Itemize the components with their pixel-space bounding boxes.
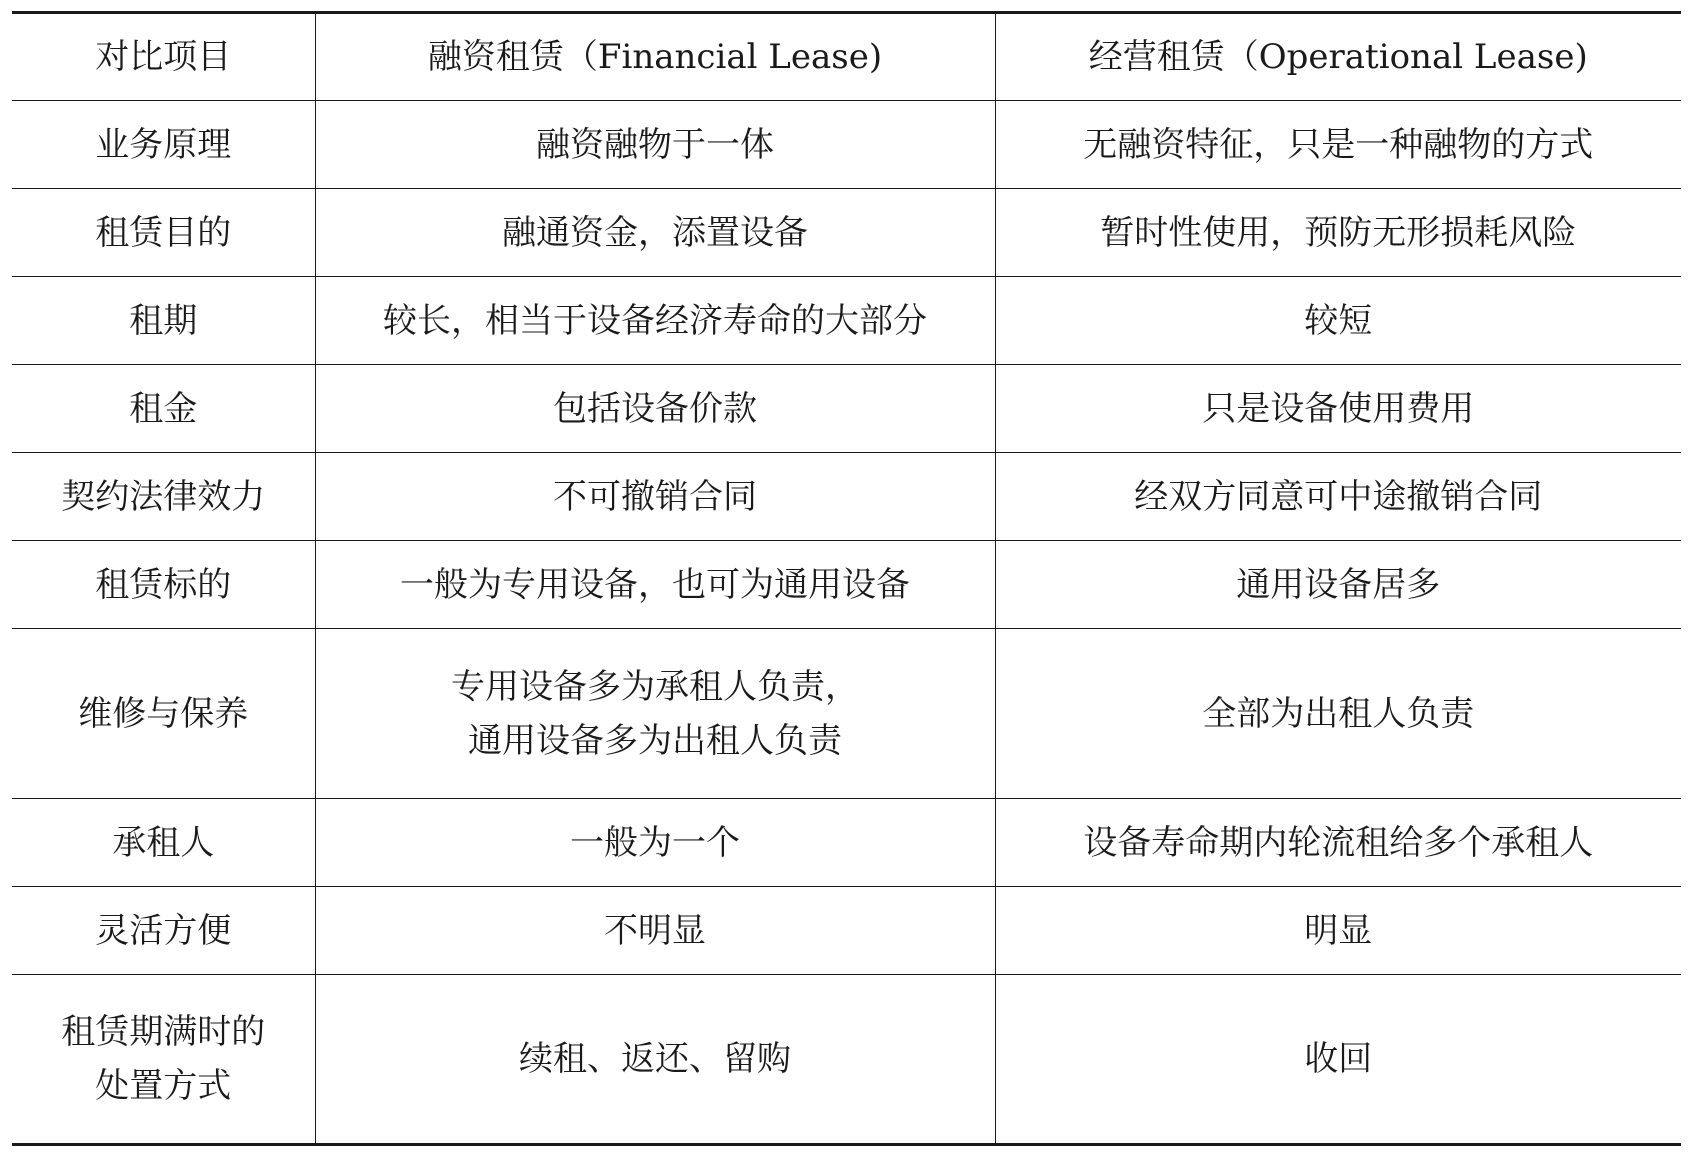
row-financial bbox=[315, 629, 995, 799]
table-row bbox=[12, 799, 1681, 887]
comparison-table-container bbox=[12, 11, 1681, 1146]
row-financial: 包括设备价款 bbox=[315, 365, 995, 453]
row-financial-text: 专用设备多为承租人负责， 通用设备多为出租人负责 bbox=[451, 666, 859, 761]
row-operational: 经双方同意可中途撤销合同 bbox=[995, 453, 1681, 541]
row-financial: 一般为一个 bbox=[315, 799, 995, 887]
row-item: 业务原理 bbox=[12, 101, 315, 189]
row-item: 租期 bbox=[12, 277, 315, 365]
row-financial: 一般为专用设备，也可为通用设备 bbox=[315, 541, 995, 629]
table-row bbox=[12, 975, 1681, 1145]
table-row bbox=[12, 629, 1681, 799]
table-row bbox=[12, 453, 1681, 541]
row-operational: 明显 bbox=[995, 887, 1681, 975]
row-operational: 收回 bbox=[995, 975, 1681, 1145]
table-header-row bbox=[12, 13, 1681, 101]
row-operational: 全部为出租人负责 bbox=[995, 629, 1681, 799]
row-item: 维修与保养 bbox=[12, 629, 315, 799]
row-item: 租金 bbox=[12, 365, 315, 453]
row-operational: 暂时性使用，预防无形损耗风险 bbox=[995, 189, 1681, 277]
row-operational: 较短 bbox=[995, 277, 1681, 365]
row-financial: 不明显 bbox=[315, 887, 995, 975]
lease-comparison-table bbox=[12, 11, 1681, 1146]
row-financial: 续租、返还、留购 bbox=[315, 975, 995, 1145]
table-row bbox=[12, 887, 1681, 975]
row-operational: 无融资特征，只是一种融物的方式 bbox=[995, 101, 1681, 189]
row-financial: 较长，相当于设备经济寿命的大部分 bbox=[315, 277, 995, 365]
header-operational-lease: 经营租赁（Operational Lease) bbox=[995, 13, 1681, 101]
row-item-text: 租赁期满时的 处置方式 bbox=[61, 1012, 266, 1106]
row-item bbox=[12, 975, 315, 1145]
row-operational: 只是设备使用费用 bbox=[995, 365, 1681, 453]
table-row bbox=[12, 189, 1681, 277]
header-item: 对比项目 bbox=[12, 13, 315, 101]
row-operational: 通用设备居多 bbox=[995, 541, 1681, 629]
row-financial: 融通资金，添置设备 bbox=[315, 189, 995, 277]
row-item: 灵活方便 bbox=[12, 887, 315, 975]
row-financial: 不可撤销合同 bbox=[315, 453, 995, 541]
table-row bbox=[12, 277, 1681, 365]
row-item: 租赁目的 bbox=[12, 189, 315, 277]
table-row bbox=[12, 541, 1681, 629]
row-item: 租赁标的 bbox=[12, 541, 315, 629]
row-item: 承租人 bbox=[12, 799, 315, 887]
header-financial-lease: 融资租赁（Financial Lease) bbox=[315, 13, 995, 101]
table-row bbox=[12, 365, 1681, 453]
row-operational: 设备寿命期内轮流租给多个承租人 bbox=[995, 799, 1681, 887]
row-financial: 融资融物于一体 bbox=[315, 101, 995, 189]
table-row bbox=[12, 101, 1681, 189]
row-item: 契约法律效力 bbox=[12, 453, 315, 541]
